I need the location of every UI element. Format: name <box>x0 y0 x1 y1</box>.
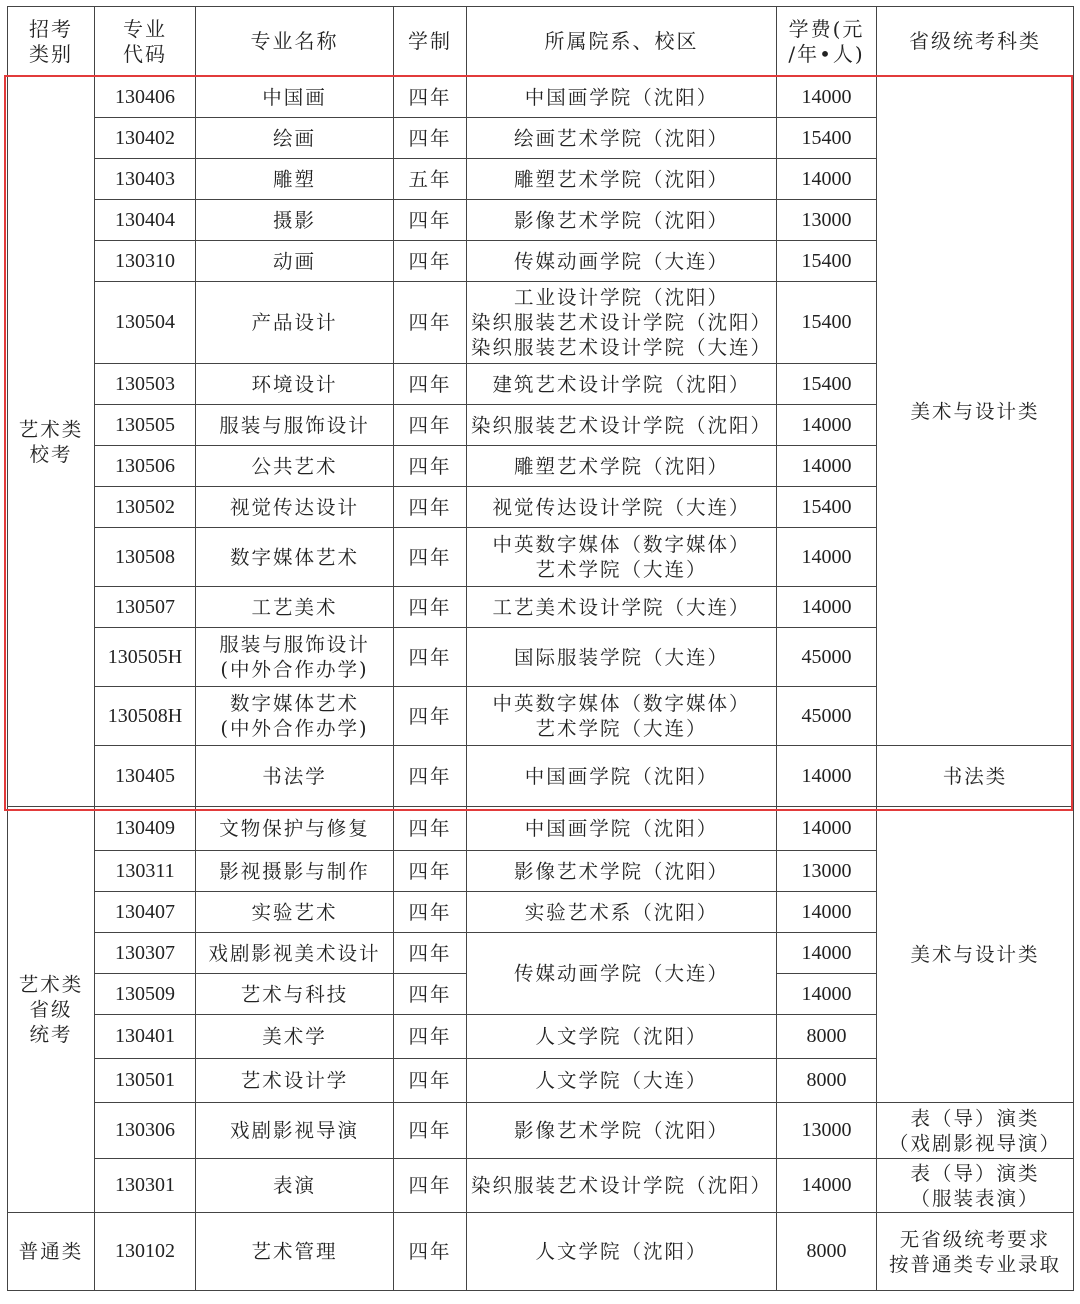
code-cell: 130404 <box>95 200 196 241</box>
fee-cell: 14000 <box>777 405 877 446</box>
college-cell: 人文学院（沈阳） <box>467 1015 777 1059</box>
code-cell: 130407 <box>95 892 196 933</box>
duration-cell: 四年 <box>394 1213 467 1291</box>
code-cell: 130311 <box>95 851 196 892</box>
fee-cell: 14000 <box>777 974 877 1015</box>
header-code: 专业 代码 <box>95 7 196 77</box>
college-cell: 中国画学院（沈阳） <box>467 746 777 807</box>
header-college: 所属院系、校区 <box>467 7 777 77</box>
duration-cell: 四年 <box>394 241 467 282</box>
duration-cell: 四年 <box>394 587 467 628</box>
duration-cell: 四年 <box>394 364 467 405</box>
fee-cell: 13000 <box>777 851 877 892</box>
college-cell: 雕塑艺术学院（沈阳） <box>467 446 777 487</box>
college-cell: 中英数字媒体（数字媒体） 艺术学院（大连） <box>467 528 777 587</box>
code-cell: 130507 <box>95 587 196 628</box>
fee-cell: 15400 <box>777 118 877 159</box>
code-cell: 130505H <box>95 628 196 687</box>
duration-cell: 四年 <box>394 446 467 487</box>
duration-cell: 四年 <box>394 807 467 851</box>
name-cell: 服装与服饰设计 (中外合作办学) <box>196 628 394 687</box>
code-cell: 130502 <box>95 487 196 528</box>
name-cell: 环境设计 <box>196 364 394 405</box>
table-row <box>8 807 1074 851</box>
fee-cell: 45000 <box>777 687 877 746</box>
duration-cell: 四年 <box>394 1103 467 1159</box>
header-duration: 学制 <box>394 7 467 77</box>
fee-cell: 14000 <box>777 933 877 974</box>
category-cell: 艺术类 省级 统考 <box>8 807 95 1213</box>
fee-cell: 15400 <box>777 282 877 364</box>
college-cell: 中国画学院（沈阳） <box>467 77 777 118</box>
header-category: 招考 类别 <box>8 7 95 77</box>
fee-cell: 15400 <box>777 487 877 528</box>
duration-cell: 五年 <box>394 159 467 200</box>
code-cell: 130508H <box>95 687 196 746</box>
code-cell: 130406 <box>95 77 196 118</box>
name-cell: 动画 <box>196 241 394 282</box>
code-cell: 130306 <box>95 1103 196 1159</box>
name-cell: 公共艺术 <box>196 446 394 487</box>
fee-cell: 13000 <box>777 1103 877 1159</box>
duration-cell: 四年 <box>394 282 467 364</box>
code-cell: 130402 <box>95 118 196 159</box>
name-cell: 艺术设计学 <box>196 1059 394 1103</box>
duration-cell: 四年 <box>394 892 467 933</box>
duration-cell: 四年 <box>394 200 467 241</box>
name-cell: 绘画 <box>196 118 394 159</box>
college-cell: 雕塑艺术学院（沈阳） <box>467 159 777 200</box>
duration-cell: 四年 <box>394 687 467 746</box>
code-cell: 130409 <box>95 807 196 851</box>
code-cell: 130403 <box>95 159 196 200</box>
header-exam: 省级统考科类 <box>877 7 1074 77</box>
code-cell: 130405 <box>95 746 196 807</box>
table-row <box>8 77 1074 118</box>
code-cell: 130504 <box>95 282 196 364</box>
fee-cell: 8000 <box>777 1213 877 1291</box>
table-row <box>8 1213 1074 1291</box>
college-cell: 中英数字媒体（数字媒体） 艺术学院（大连） <box>467 687 777 746</box>
name-cell: 戏剧影视美术设计 <box>196 933 394 974</box>
name-cell: 雕塑 <box>196 159 394 200</box>
duration-cell: 四年 <box>394 851 467 892</box>
name-cell: 文物保护与修复 <box>196 807 394 851</box>
fee-cell: 15400 <box>777 241 877 282</box>
header-row <box>8 7 1074 77</box>
fee-cell: 14000 <box>777 587 877 628</box>
fee-cell: 45000 <box>777 628 877 687</box>
college-cell: 中国画学院（沈阳） <box>467 807 777 851</box>
code-cell: 130310 <box>95 241 196 282</box>
table-body <box>8 77 1074 1291</box>
header-name: 专业名称 <box>196 7 394 77</box>
name-cell: 实验艺术 <box>196 892 394 933</box>
duration-cell: 四年 <box>394 77 467 118</box>
fee-cell: 8000 <box>777 1015 877 1059</box>
exam-category-cell: 表（导）演类 （戏剧影视导演） <box>877 1103 1074 1159</box>
duration-cell: 四年 <box>394 528 467 587</box>
college-cell: 染织服装艺术设计学院（沈阳） <box>467 405 777 446</box>
college-cell: 影像艺术学院（沈阳） <box>467 200 777 241</box>
table-row <box>8 1103 1074 1159</box>
exam-category-cell: 美术与设计类 <box>877 807 1074 1103</box>
college-cell: 工艺美术设计学院（大连） <box>467 587 777 628</box>
college-cell: 传媒动画学院（大连） <box>467 241 777 282</box>
table-row <box>8 1159 1074 1213</box>
duration-cell: 四年 <box>394 118 467 159</box>
fee-cell: 14000 <box>777 159 877 200</box>
duration-cell: 四年 <box>394 405 467 446</box>
fee-cell: 13000 <box>777 200 877 241</box>
name-cell: 视觉传达设计 <box>196 487 394 528</box>
code-cell: 130301 <box>95 1159 196 1213</box>
name-cell: 艺术与科技 <box>196 974 394 1015</box>
code-cell: 130508 <box>95 528 196 587</box>
duration-cell: 四年 <box>394 628 467 687</box>
name-cell: 中国画 <box>196 77 394 118</box>
majors-table <box>7 6 1074 1291</box>
fee-cell: 14000 <box>777 807 877 851</box>
duration-cell: 四年 <box>394 933 467 974</box>
duration-cell: 四年 <box>394 746 467 807</box>
code-cell: 130401 <box>95 1015 196 1059</box>
college-cell: 人文学院（大连） <box>467 1059 777 1103</box>
college-cell: 影像艺术学院（沈阳） <box>467 1103 777 1159</box>
code-cell: 130506 <box>95 446 196 487</box>
name-cell: 摄影 <box>196 200 394 241</box>
fee-cell: 8000 <box>777 1059 877 1103</box>
college-cell: 染织服装艺术设计学院（沈阳） <box>467 1159 777 1213</box>
college-cell: 国际服装学院（大连） <box>467 628 777 687</box>
name-cell: 美术学 <box>196 1015 394 1059</box>
duration-cell: 四年 <box>394 974 467 1015</box>
fee-cell: 14000 <box>777 746 877 807</box>
fee-cell: 14000 <box>777 528 877 587</box>
name-cell: 表演 <box>196 1159 394 1213</box>
college-cell: 绘画艺术学院（沈阳） <box>467 118 777 159</box>
name-cell: 产品设计 <box>196 282 394 364</box>
code-cell: 130307 <box>95 933 196 974</box>
code-cell: 130509 <box>95 974 196 1015</box>
fee-cell: 14000 <box>777 1159 877 1213</box>
name-cell: 戏剧影视导演 <box>196 1103 394 1159</box>
name-cell: 服装与服饰设计 <box>196 405 394 446</box>
fee-cell: 15400 <box>777 364 877 405</box>
exam-category-cell: 美术与设计类 <box>877 77 1074 746</box>
duration-cell: 四年 <box>394 1059 467 1103</box>
duration-cell: 四年 <box>394 487 467 528</box>
name-cell: 工艺美术 <box>196 587 394 628</box>
exam-category-cell: 无省级统考要求 按普通类专业录取 <box>877 1213 1074 1291</box>
duration-cell: 四年 <box>394 1159 467 1213</box>
fee-cell: 14000 <box>777 446 877 487</box>
category-cell: 普通类 <box>8 1213 95 1291</box>
code-cell: 130102 <box>95 1213 196 1291</box>
name-cell: 数字媒体艺术 (中外合作办学) <box>196 687 394 746</box>
duration-cell: 四年 <box>394 1015 467 1059</box>
code-cell: 130503 <box>95 364 196 405</box>
college-cell: 视觉传达设计学院（大连） <box>467 487 777 528</box>
name-cell: 艺术管理 <box>196 1213 394 1291</box>
code-cell: 130501 <box>95 1059 196 1103</box>
exam-category-cell: 书法类 <box>877 746 1074 807</box>
fee-cell: 14000 <box>777 77 877 118</box>
header-fee: 学费(元 /年•人) <box>777 7 877 77</box>
college-cell: 人文学院（沈阳） <box>467 1213 777 1291</box>
name-cell: 书法学 <box>196 746 394 807</box>
table-row <box>8 746 1074 807</box>
college-cell: 传媒动画学院（大连） <box>467 933 777 1015</box>
college-cell: 工业设计学院（沈阳） 染织服装艺术设计学院（沈阳） 染织服装艺术设计学院（大连） <box>467 282 777 364</box>
name-cell: 数字媒体艺术 <box>196 528 394 587</box>
college-cell: 影像艺术学院（沈阳） <box>467 851 777 892</box>
exam-category-cell: 表（导）演类 （服装表演） <box>877 1159 1074 1213</box>
name-cell: 影视摄影与制作 <box>196 851 394 892</box>
college-cell: 实验艺术系（沈阳） <box>467 892 777 933</box>
code-cell: 130505 <box>95 405 196 446</box>
category-cell: 艺术类 校考 <box>8 77 95 807</box>
fee-cell: 14000 <box>777 892 877 933</box>
college-cell: 建筑艺术设计学院（沈阳） <box>467 364 777 405</box>
